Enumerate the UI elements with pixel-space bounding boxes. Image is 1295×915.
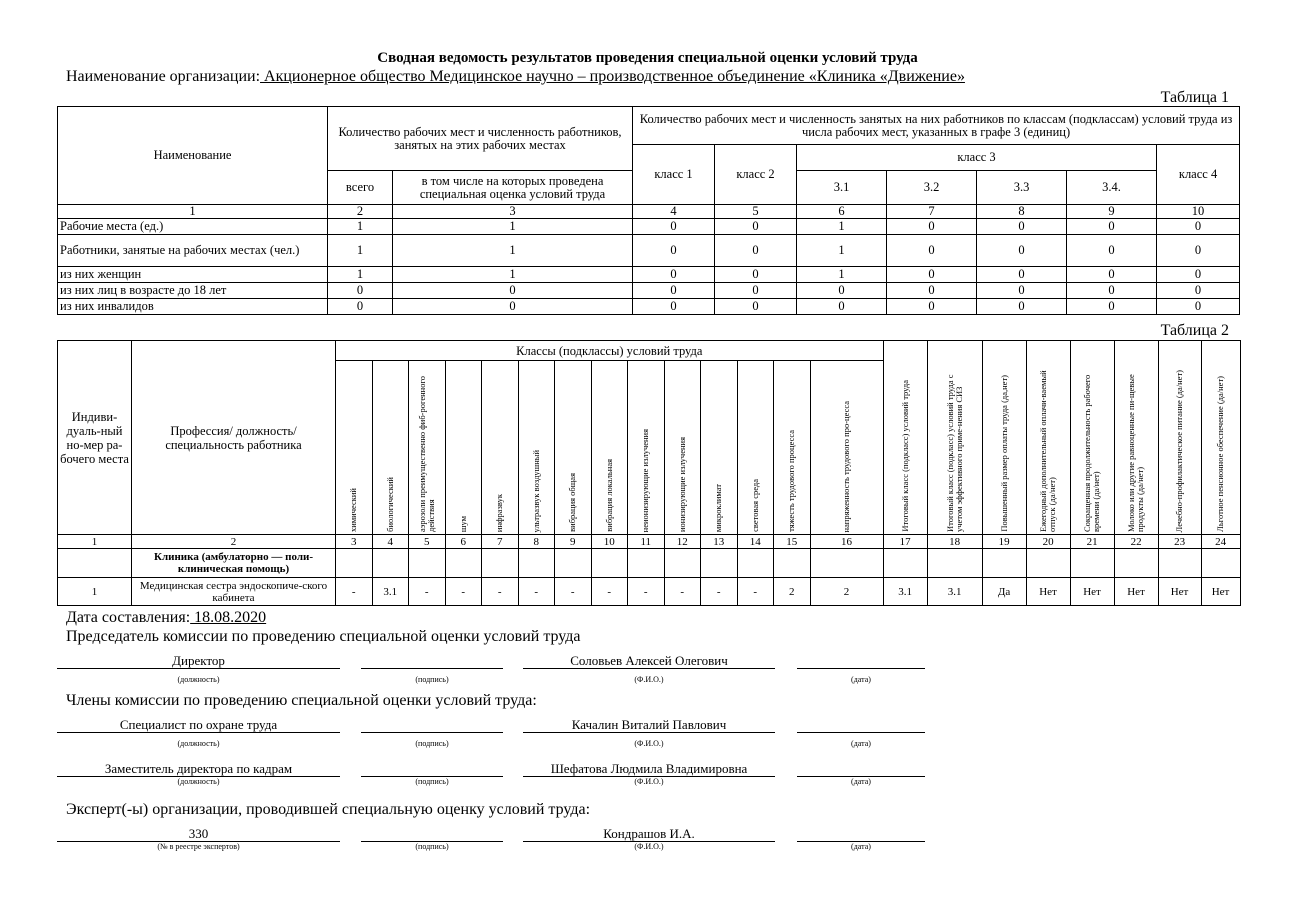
- cell: [555, 549, 592, 578]
- chair-date: [797, 653, 925, 669]
- t2-header-extra: [1026, 341, 1070, 535]
- cell: 0: [1067, 299, 1157, 315]
- t1-header-sub: 3.3: [977, 171, 1067, 205]
- cell: 3.1: [927, 578, 982, 606]
- cell: [372, 549, 409, 578]
- t2-header-factor: [737, 361, 774, 535]
- cell: 0: [797, 299, 887, 315]
- t1-header-sub: 3.2: [887, 171, 977, 205]
- cell: 0: [1157, 283, 1240, 299]
- fio-caption: (Ф.И.О.): [634, 739, 664, 748]
- cell: 1: [797, 235, 887, 267]
- date-caption: (дата): [851, 842, 871, 851]
- cell: Нет: [1114, 578, 1158, 606]
- cell: [810, 549, 883, 578]
- t1-header-classes: Количество рабочих мест и численность занятых на них работников по классам (подклассам) условий труда из числа рабочих мест, указанных в графе 3 (единиц): [633, 107, 1240, 145]
- colnum: 9: [1067, 205, 1157, 219]
- cell: 0: [977, 299, 1067, 315]
- colnum: 6: [797, 205, 887, 219]
- cell: 0: [977, 235, 1067, 267]
- cell: [445, 549, 482, 578]
- cell: 0: [1157, 235, 1240, 267]
- member2-signature: [361, 761, 503, 777]
- t2-header-factor: [701, 361, 738, 535]
- fio-caption: (Ф.И.О.): [634, 777, 664, 786]
- colnum: 9: [555, 535, 592, 549]
- date-label: Дата составления:: [66, 609, 191, 626]
- table-row: [58, 578, 1241, 606]
- cell: [1201, 549, 1240, 578]
- cell: 0: [633, 219, 715, 235]
- cell: Нет: [1158, 578, 1201, 606]
- extra-label: Молоко или другие равноценные пи-щевые продукты (да/нет): [1126, 374, 1146, 532]
- colnum: 11: [628, 535, 665, 549]
- colnum: 4: [633, 205, 715, 219]
- members-heading: Члены комиссии по проведению специальной оценки условий труда:: [66, 692, 537, 709]
- organization-line: [66, 68, 965, 86]
- colnum: 14: [737, 535, 774, 549]
- t1-header-class1: класс 1: [633, 145, 715, 205]
- cell: [664, 549, 701, 578]
- t2-header-factor: [591, 361, 628, 535]
- cell: 0: [1157, 299, 1240, 315]
- cell: 1: [328, 235, 393, 267]
- colnum: 3: [336, 535, 373, 549]
- row-name: из них лиц в возрасте до 18 лет: [58, 283, 328, 299]
- date-caption: (дата): [851, 777, 871, 786]
- cell: 0: [887, 283, 977, 299]
- extra-label: Итоговый класс (подкласс) условий труда с учетом эффективного приме-нения СИЗ: [944, 374, 964, 532]
- position-caption: (должность): [177, 739, 220, 748]
- extra-label: Лечебно-профилактическое питание (да/нет): [1174, 369, 1185, 532]
- table1-caption: Таблица 1: [1160, 89, 1229, 106]
- cell: -: [555, 578, 592, 606]
- cell: 1: [328, 219, 393, 235]
- extra-label: Повышенный размер оплаты труда (да,нет): [998, 375, 1009, 532]
- colnum: 1: [58, 205, 328, 219]
- t1-header-sub: 3.4.: [1067, 171, 1157, 205]
- member1-signature: [361, 717, 503, 733]
- cell: [737, 549, 774, 578]
- colnum: 13: [701, 535, 738, 549]
- cell: -: [445, 578, 482, 606]
- colnum: 10: [1157, 205, 1240, 219]
- colnum: 2: [132, 535, 336, 549]
- cell: -: [591, 578, 628, 606]
- date-caption: (дата): [851, 675, 871, 684]
- factor-label: ионизирующие излучения: [676, 437, 687, 532]
- t2-header-factor: [555, 361, 592, 535]
- colnum: 7: [887, 205, 977, 219]
- colnum: 21: [1070, 535, 1114, 549]
- signature-caption: (подпись): [415, 777, 449, 786]
- factor-label: напряженность трудового про-цесса: [841, 400, 852, 532]
- factor-label: биологический: [384, 477, 395, 532]
- cell: [883, 549, 927, 578]
- table-row: [58, 299, 1240, 315]
- cell: [1158, 549, 1201, 578]
- cell: 0: [715, 299, 797, 315]
- colnum: 12: [664, 535, 701, 549]
- extra-label: Сокращенная продолжительность рабочего времени (да/нет): [1082, 374, 1102, 532]
- date-value: 18.08.2020: [190, 609, 267, 626]
- t2-header-factor: [518, 361, 555, 535]
- colnum: 3: [393, 205, 633, 219]
- colnum: 7: [482, 535, 519, 549]
- table-row: [58, 267, 1240, 283]
- factor-label: вибрация локальная: [603, 459, 614, 532]
- chair-signature: [361, 653, 503, 669]
- colnum: 15: [774, 535, 811, 549]
- colnum: 22: [1114, 535, 1158, 549]
- t2-colnum-row: [58, 535, 1241, 549]
- t2-header-factor: [810, 361, 883, 535]
- org-name: Акционерное общество Медицинское научно – производственное объединение «Клиника «Движение»: [260, 68, 965, 85]
- cell: [518, 549, 555, 578]
- cell: [628, 549, 665, 578]
- factor-label: шум: [457, 515, 468, 532]
- cell: 0: [715, 219, 797, 235]
- factor-label: химический: [348, 488, 359, 532]
- cell: 0: [1067, 267, 1157, 283]
- row-name: из них женщин: [58, 267, 328, 283]
- registry-caption: (№ в реестре экспертов): [157, 842, 240, 851]
- cell: 0: [1067, 219, 1157, 235]
- cell: 0: [715, 283, 797, 299]
- cell: [409, 549, 446, 578]
- cell: -: [409, 578, 446, 606]
- cell: 0: [1157, 267, 1240, 283]
- cell: 0: [393, 299, 633, 315]
- factor-label: ультразвук воздушный: [530, 449, 541, 532]
- t2-header-extra: [927, 341, 982, 535]
- t2-header-factor: [336, 361, 373, 535]
- table-row: [58, 219, 1240, 235]
- t2-header-profession: Профессия/ должность/ специальность работника: [132, 341, 336, 535]
- cell: -: [737, 578, 774, 606]
- cell: 0: [977, 267, 1067, 283]
- cell: [591, 549, 628, 578]
- experts-heading: Эксперт(-ы) организации, проводившей специальную оценку условий труда:: [66, 801, 591, 818]
- colnum: 8: [518, 535, 555, 549]
- cell: Нет: [1070, 578, 1114, 606]
- cell: 1: [797, 219, 887, 235]
- chair-position: Директор: [57, 653, 340, 669]
- cell: [1070, 549, 1114, 578]
- row-name: Рабочие места (ед.): [58, 219, 328, 235]
- cell: [58, 549, 132, 578]
- extra-label: Ежегодный дополнительный оплачи-ваемый отпуск (да/нет): [1038, 370, 1058, 532]
- colnum: 16: [810, 535, 883, 549]
- colnum: 5: [409, 535, 446, 549]
- t2-header-id: Индиви-дуаль-ный но-мер ра-бочего места: [58, 341, 132, 535]
- cell: 1: [393, 235, 633, 267]
- document-title: Сводная ведомость результатов проведения специальной оценки условий труда: [377, 50, 918, 66]
- cell: -: [336, 578, 373, 606]
- profession: Медицинская сестра эндоскопиче-ского кабинета: [132, 578, 336, 606]
- colnum: 18: [927, 535, 982, 549]
- expert-registry: 330: [57, 826, 340, 842]
- cell: 0: [887, 219, 977, 235]
- cell: 0: [633, 299, 715, 315]
- cell: [1026, 549, 1070, 578]
- t2-header-extra: [1070, 341, 1114, 535]
- t1-header-class2: класс 2: [715, 145, 797, 205]
- cell: 0: [715, 267, 797, 283]
- colnum: 1: [58, 535, 132, 549]
- chair-heading: Председатель комиссии по проведению специальной оценки условий труда: [66, 628, 581, 645]
- cell: 0: [633, 283, 715, 299]
- member1-date: [797, 717, 925, 733]
- cell: Нет: [1201, 578, 1240, 606]
- cell: -: [664, 578, 701, 606]
- table-row: [58, 283, 1240, 299]
- summary-table: [57, 106, 1240, 315]
- colnum: 8: [977, 205, 1067, 219]
- t1-header-name: Наименование: [58, 107, 328, 205]
- member2-date: [797, 761, 925, 777]
- factor-label: тяжесть трудового процесса: [786, 430, 797, 532]
- cell: [927, 549, 982, 578]
- member1-position: Специалист по охране труда: [57, 717, 340, 733]
- position-caption: (должность): [177, 675, 220, 684]
- expert-date: [797, 826, 925, 842]
- cell: -: [701, 578, 738, 606]
- extra-label: Льготное пенсионное обеспечение (да/нет): [1215, 376, 1226, 532]
- t2-header-factor: [482, 361, 519, 535]
- workplace-table: [57, 340, 1241, 606]
- cell: [1114, 549, 1158, 578]
- factor-label: вибрация общая: [567, 473, 578, 532]
- cell: 0: [1067, 235, 1157, 267]
- table-row: [58, 235, 1240, 267]
- cell: [336, 549, 373, 578]
- t2-header-extra: [883, 341, 927, 535]
- t1-header-total: всего: [328, 171, 393, 205]
- cell: [774, 549, 811, 578]
- table2-caption: Таблица 2: [1160, 322, 1229, 339]
- member2-name: Шефатова Людмила Владимировна: [523, 761, 775, 777]
- t1-header-class4: класс 4: [1157, 145, 1240, 205]
- expert-signature: [361, 826, 503, 842]
- cell: 3.1: [883, 578, 927, 606]
- position-caption: (должность): [177, 777, 220, 786]
- factor-label: инфразвук: [494, 493, 505, 532]
- factor-label: аэрозоли преимущественно фиб-рогенного действия: [416, 376, 436, 532]
- cell: Да: [982, 578, 1026, 606]
- factor-label: неионизирующие излучения: [640, 428, 651, 532]
- cell: 0: [715, 235, 797, 267]
- fio-caption: (Ф.И.О.): [634, 842, 664, 851]
- member2-position: Заместитель директора по кадрам: [57, 761, 340, 777]
- cell: 0: [633, 267, 715, 283]
- colnum: 5: [715, 205, 797, 219]
- row-name: из них инвалидов: [58, 299, 328, 315]
- colnum: 10: [591, 535, 628, 549]
- factor-label: световая среда: [749, 479, 760, 532]
- member1-name: Качалин Виталий Павлович: [523, 717, 775, 733]
- signature-caption: (подпись): [415, 675, 449, 684]
- t1-header-count: Количество рабочих мест и численность работников, занятых на этих рабочих местах: [328, 107, 633, 171]
- colnum: 23: [1158, 535, 1201, 549]
- t2-header-factor: [774, 361, 811, 535]
- t2-header-classes: Классы (подклассы) условий труда: [336, 341, 884, 361]
- cell: 0: [393, 283, 633, 299]
- row-name: Работники, занятые на рабочих местах (чел.): [58, 235, 328, 267]
- signature-caption: (подпись): [415, 739, 449, 748]
- colnum: 17: [883, 535, 927, 549]
- cell: 0: [633, 235, 715, 267]
- cell: 0: [887, 299, 977, 315]
- colnum: 19: [982, 535, 1026, 549]
- t2-header-factor: [445, 361, 482, 535]
- cell: 1: [393, 219, 633, 235]
- cell: [982, 549, 1026, 578]
- cell: 0: [887, 235, 977, 267]
- cell: [482, 549, 519, 578]
- cell: 0: [887, 267, 977, 283]
- t2-header-factor: [372, 361, 409, 535]
- fio-caption: (Ф.И.О.): [634, 675, 664, 684]
- t1-header-assessed: в том числе на которых проведена специальная оценка условий труда: [393, 171, 633, 205]
- t2-header-extra: [1114, 341, 1158, 535]
- org-label: Наименование организации:: [66, 68, 261, 85]
- signature-caption: (подпись): [415, 842, 449, 851]
- colnum: 6: [445, 535, 482, 549]
- colnum: 24: [1201, 535, 1240, 549]
- cell: [701, 549, 738, 578]
- t2-header-extra: [1201, 341, 1240, 535]
- cell: 0: [977, 283, 1067, 299]
- cell: -: [482, 578, 519, 606]
- section-title: Клиника (амбулаторно — поли-клиническая помощь): [132, 549, 336, 578]
- date-line: [66, 609, 266, 627]
- colnum: 4: [372, 535, 409, 549]
- cell: 0: [977, 219, 1067, 235]
- cell: 1: [797, 267, 887, 283]
- extra-label: Итоговый класс (подкласс) условий труда: [899, 380, 910, 532]
- t2-header-factor: [664, 361, 701, 535]
- date-caption: (дата): [851, 739, 871, 748]
- cell: 2: [774, 578, 811, 606]
- cell: 3.1: [372, 578, 409, 606]
- t1-header-class3: класс 3: [797, 145, 1157, 171]
- cell: 2: [810, 578, 883, 606]
- cell: 0: [328, 299, 393, 315]
- t2-header-factor: [628, 361, 665, 535]
- t1-header-sub: 3.1: [797, 171, 887, 205]
- cell: -: [518, 578, 555, 606]
- colnum: 2: [328, 205, 393, 219]
- t2-header-extra: [1158, 341, 1201, 535]
- t1-colnum-row: [58, 205, 1240, 219]
- workplace-id: 1: [58, 578, 132, 606]
- expert-name: Кондрашов И.А.: [523, 826, 775, 842]
- factor-label: микроклимат: [713, 483, 724, 532]
- t2-header-extra: [982, 341, 1026, 535]
- cell: 0: [1157, 219, 1240, 235]
- cell: 0: [328, 283, 393, 299]
- cell: 0: [1067, 283, 1157, 299]
- t2-header-factor: [409, 361, 446, 535]
- cell: Нет: [1026, 578, 1070, 606]
- cell: 1: [393, 267, 633, 283]
- cell: 1: [328, 267, 393, 283]
- cell: -: [628, 578, 665, 606]
- section-row: [58, 549, 1241, 578]
- chair-name: Соловьев Алексей Олегович: [523, 653, 775, 669]
- cell: 0: [797, 283, 887, 299]
- colnum: 20: [1026, 535, 1070, 549]
